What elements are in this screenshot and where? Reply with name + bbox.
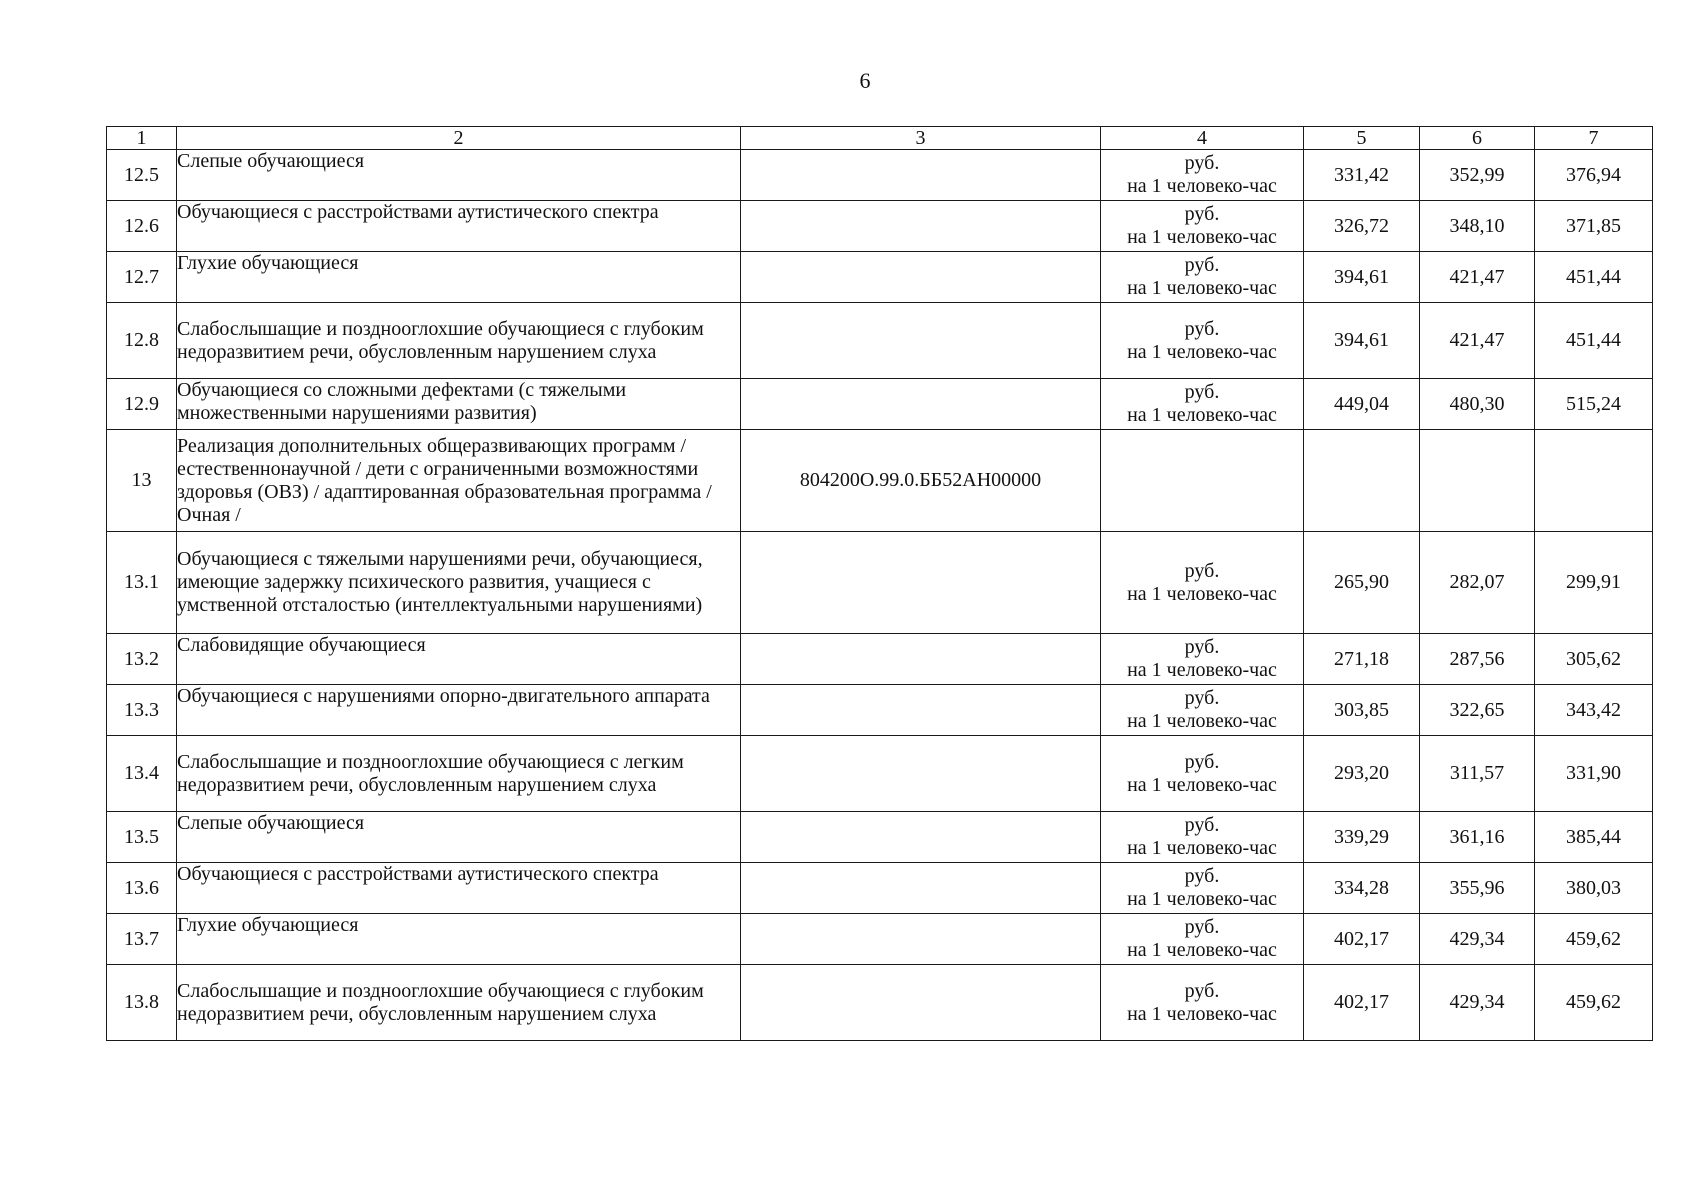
row-unit (1101, 914, 1304, 965)
table-row (107, 812, 1653, 863)
row-unit (1101, 252, 1304, 303)
table-row (107, 252, 1653, 303)
row-unit (1101, 863, 1304, 914)
row-value-5: 293,20 (1304, 736, 1420, 812)
row-value-6: 287,56 (1420, 634, 1535, 685)
row-value-7: 305,62 (1535, 634, 1653, 685)
header-cell: 2 (177, 127, 741, 150)
row-value-5: 394,61 (1304, 252, 1420, 303)
table-header-row (107, 127, 1653, 150)
header-cell: 6 (1420, 127, 1535, 150)
unit-currency: руб. (1184, 979, 1220, 1002)
row-value-5: 303,85 (1304, 685, 1420, 736)
row-unit (1101, 685, 1304, 736)
row-value-5: 339,29 (1304, 812, 1420, 863)
row-value-6: 311,57 (1420, 736, 1535, 812)
row-unit (1101, 736, 1304, 812)
row-name: Слабослышащие и позднооглохшие обучающиеся с глубоким недоразвитием речи, обусловленным нарушением слуха (177, 303, 741, 379)
row-value-5: 326,72 (1304, 201, 1420, 252)
tariff-table (106, 126, 1653, 1041)
row-unit (1101, 532, 1304, 634)
row-number: 13.5 (107, 812, 177, 863)
row-unit (1101, 430, 1304, 532)
row-value-5: 271,18 (1304, 634, 1420, 685)
row-value-5: 449,04 (1304, 379, 1420, 430)
unit-currency: руб. (1184, 750, 1220, 773)
table-row (107, 965, 1653, 1041)
row-code (741, 965, 1101, 1041)
row-code: 804200О.99.0.ББ52АН00000 (741, 430, 1101, 532)
row-unit (1101, 812, 1304, 863)
row-name: Обучающиеся с расстройствами аутистического спектра (177, 863, 741, 914)
row-code (741, 863, 1101, 914)
row-number: 12.7 (107, 252, 177, 303)
row-value-6: 361,16 (1420, 812, 1535, 863)
row-name: Реализация дополнительных общеразвивающих программ / естественнонаучной / дети с ограниченными возможностями здоровья (ОВЗ) / адаптированная образовательная программа / Очная / (177, 430, 741, 532)
row-code (741, 685, 1101, 736)
unit-basis: на 1 человеко-час (1127, 659, 1277, 681)
table-row (107, 379, 1653, 430)
unit-currency: руб. (1184, 381, 1220, 403)
row-name: Глухие обучающиеся (177, 914, 741, 965)
row-value-5: 394,61 (1304, 303, 1420, 379)
row-value-7: 299,91 (1535, 532, 1653, 634)
row-unit (1101, 303, 1304, 379)
table-row (107, 430, 1653, 532)
unit-basis: на 1 человеко-час (1127, 582, 1277, 605)
table-row (107, 863, 1653, 914)
row-value-5: 331,42 (1304, 150, 1420, 201)
row-name: Слабослышащие и позднооглохшие обучающиеся с легким недоразвитием речи, обусловленным нарушением слуха (177, 736, 741, 812)
row-code (741, 736, 1101, 812)
row-value-5 (1304, 430, 1420, 532)
row-number: 13 (107, 430, 177, 532)
row-number: 12.9 (107, 379, 177, 430)
row-value-7: 451,44 (1535, 252, 1653, 303)
row-name: Слепые обучающиеся (177, 150, 741, 201)
row-code (741, 303, 1101, 379)
row-value-7: 515,24 (1535, 379, 1653, 430)
row-value-5: 265,90 (1304, 532, 1420, 634)
page-number: 6 (859, 68, 871, 93)
row-number: 13.2 (107, 634, 177, 685)
row-value-6: 352,99 (1420, 150, 1535, 201)
row-code (741, 201, 1101, 252)
unit-basis: на 1 человеко-час (1127, 710, 1277, 732)
row-value-7: 451,44 (1535, 303, 1653, 379)
unit-currency: руб. (1184, 254, 1220, 276)
row-name: Обучающиеся с нарушениями опорно-двигательного аппарата (177, 685, 741, 736)
row-value-6: 421,47 (1420, 252, 1535, 303)
unit-currency: руб. (1184, 559, 1220, 582)
row-unit (1101, 634, 1304, 685)
row-code (741, 532, 1101, 634)
unit-currency: руб. (1184, 636, 1220, 658)
unit-currency: руб. (1184, 865, 1220, 887)
unit-basis: на 1 человеко-час (1127, 404, 1277, 426)
row-value-6: 322,65 (1420, 685, 1535, 736)
table-row (107, 736, 1653, 812)
row-value-6: 355,96 (1420, 863, 1535, 914)
row-number: 12.5 (107, 150, 177, 201)
row-value-6: 421,47 (1420, 303, 1535, 379)
row-number: 13.7 (107, 914, 177, 965)
row-value-5: 402,17 (1304, 965, 1420, 1041)
row-number: 12.8 (107, 303, 177, 379)
row-number: 13.4 (107, 736, 177, 812)
row-value-6: 480,30 (1420, 379, 1535, 430)
unit-currency: руб. (1184, 814, 1220, 836)
row-name: Глухие обучающиеся (177, 252, 741, 303)
row-name: Слепые обучающиеся (177, 812, 741, 863)
row-value-7: 385,44 (1535, 812, 1653, 863)
row-unit (1101, 965, 1304, 1041)
header-cell: 7 (1535, 127, 1653, 150)
row-unit (1101, 201, 1304, 252)
unit-basis: на 1 человеко-час (1127, 340, 1277, 363)
row-number: 13.6 (107, 863, 177, 914)
row-name: Слабовидящие обучающиеся (177, 634, 741, 685)
row-code (741, 252, 1101, 303)
row-number: 13.1 (107, 532, 177, 634)
table-row (107, 201, 1653, 252)
unit-basis: на 1 человеко-час (1127, 773, 1277, 796)
row-value-5: 334,28 (1304, 863, 1420, 914)
unit-basis: на 1 человеко-час (1127, 1002, 1277, 1025)
row-number: 12.6 (107, 201, 177, 252)
row-value-7: 371,85 (1535, 201, 1653, 252)
row-value-6: 282,07 (1420, 532, 1535, 634)
unit-currency: руб. (1184, 152, 1220, 174)
unit-basis: на 1 человеко-час (1127, 837, 1277, 859)
unit-basis: на 1 человеко-час (1127, 939, 1277, 961)
row-name: Обучающиеся со сложными дефектами (с тяжелыми множественными нарушениями развития) (177, 379, 741, 430)
row-number: 13.3 (107, 685, 177, 736)
table-row (107, 532, 1653, 634)
row-value-7: 459,62 (1535, 965, 1653, 1041)
header-cell: 4 (1101, 127, 1304, 150)
unit-basis: на 1 человеко-час (1127, 277, 1277, 299)
row-name: Обучающиеся с расстройствами аутистического спектра (177, 201, 741, 252)
row-value-7: 331,90 (1535, 736, 1653, 812)
row-value-7: 376,94 (1535, 150, 1653, 201)
row-code (741, 914, 1101, 965)
row-value-6 (1420, 430, 1535, 532)
table-row (107, 150, 1653, 201)
row-unit (1101, 150, 1304, 201)
header-cell: 3 (741, 127, 1101, 150)
row-name: Обучающиеся с тяжелыми нарушениями речи, обучающиеся, имеющие задержку психического развития, учащиеся с умственной отсталостью (интеллектуальными нарушениями) (177, 532, 741, 634)
row-value-6: 429,34 (1420, 965, 1535, 1041)
row-unit (1101, 379, 1304, 430)
row-value-7: 459,62 (1535, 914, 1653, 965)
row-code (741, 379, 1101, 430)
row-value-5: 402,17 (1304, 914, 1420, 965)
row-value-6: 348,10 (1420, 201, 1535, 252)
row-code (741, 634, 1101, 685)
table-row (107, 634, 1653, 685)
table-row (107, 914, 1653, 965)
unit-basis: на 1 человеко-час (1127, 888, 1277, 910)
row-number: 13.8 (107, 965, 177, 1041)
row-value-7: 380,03 (1535, 863, 1653, 914)
header-cell: 5 (1304, 127, 1420, 150)
unit-basis: на 1 человеко-час (1127, 175, 1277, 197)
unit-currency: руб. (1184, 317, 1220, 340)
row-value-7: 343,42 (1535, 685, 1653, 736)
table-row (107, 303, 1653, 379)
unit-currency: руб. (1184, 687, 1220, 709)
row-name: Слабослышащие и позднооглохшие обучающиеся с глубоким недоразвитием речи, обусловленным нарушением слуха (177, 965, 741, 1041)
row-code (741, 150, 1101, 201)
row-code (741, 812, 1101, 863)
header-cell: 1 (107, 127, 177, 150)
unit-basis: на 1 человеко-час (1127, 226, 1277, 248)
row-value-7 (1535, 430, 1653, 532)
row-value-6: 429,34 (1420, 914, 1535, 965)
unit-currency: руб. (1184, 916, 1220, 938)
table-row (107, 685, 1653, 736)
unit-currency: руб. (1184, 203, 1220, 225)
